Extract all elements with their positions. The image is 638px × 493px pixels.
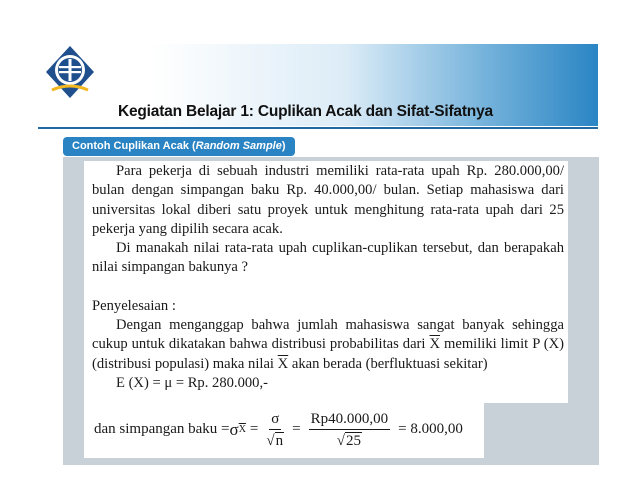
page-title: Kegiatan Belajar 1: Cuplikan Acak dan Sifat-Sifatnya: [118, 103, 493, 120]
mean-line: E (X) = μ = Rp. 280.000,-: [116, 374, 268, 391]
fraction-sigma-over-root-n: $\frac{\sigma}{√n}$: [266, 410, 284, 449]
university-logo-icon: [44, 44, 96, 102]
problem-paragraph-2: Di manakah nilai rata-rata upah cuplikan-cuplikan tersebut, dan berapakah nilai simpangan bakunya ?: [92, 240, 564, 276]
title-divider: [38, 127, 598, 129]
problem-paragraph-1: Para pekerja di sebuah industri memiliki rata-rata upah Rp. 280.000,00/ bulan dengan simpangan baku Rp. 40.000,00/ bulan. Setiap mahasiswa dari universitas lokal diberi satu proyek untuk menghitung rata-rata upah dari 25 pekerja yang dipilih secara acak.: [92, 163, 564, 237]
problem-text: [92, 162, 564, 393]
section-label: Contoh Cuplikan Acak (Random Sample): [63, 137, 295, 156]
std-error-formula: dan simpangan baku = σ $\overline{X}$ = $\frac{\sigma}{√n}$ = $\frac{Rp40.000,00}{√25}$ = 8.000,00: [94, 410, 463, 449]
solution-heading: Penyelesaian :: [92, 297, 176, 314]
solution-paragraph: Dengan menganggap bahwa jumlah mahasiswa sangat banyak sehingga cukup untuk dikatakan bahwa distribusi probabilitas dari $\overline{X}$ memiliki limit P (X) (distribusi populasi) maka nilai $\overline{X}$ akan berada (berfluktuasi sekitar): [92, 317, 565, 372]
fraction-value: $\frac{Rp40.000,00}{√25}$: [310, 410, 389, 449]
